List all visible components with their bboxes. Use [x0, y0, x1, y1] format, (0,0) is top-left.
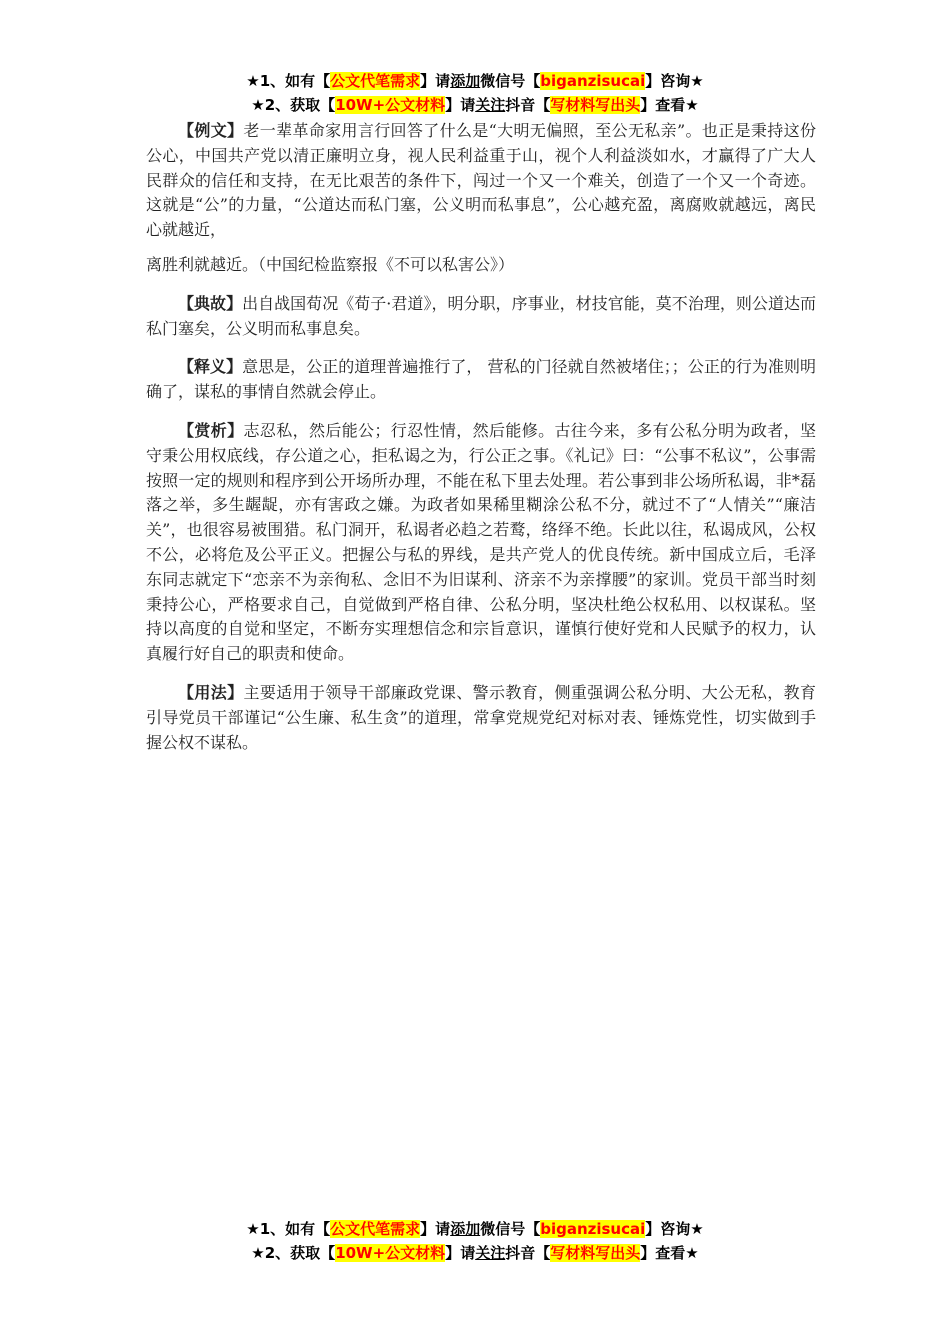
allusion-paragraph: 【典故】出自战国荀况《荀子·君道》，明分职，序事业，材技官能，莫不治理，则公道达而私门塞矣，公义明而私事息矣。 — [146, 293, 816, 338]
highlight-wechat-id: biganzisucai — [540, 1220, 646, 1238]
highlight-douyin: 写材料写出头 — [550, 96, 641, 114]
section-tag-meaning: 【释义】 — [178, 357, 243, 377]
example-paragraph: 【例文】老一辈革命家用言行回答了什么是“大明无偏照，至公无私亲”。也正是秉持这份公心，中国共产党以清正廉明立身，视人民利益重于山，视个人利益淡如水，才赢得了广大人民群众的信任和支持，在无比艰苦的条件下，闯过一个又一个难关，创造了一个又一个奇迹。这就是“公”的力量，“公道达而私门塞，公义明而私事息”，公心越充盈，离腐败就越远，离民心就越近， 离胜利就越近。（中国纪检监察报《不可以私害公》） — [146, 121, 816, 274]
promo-line-2: ★2、获取【10W+公文材料】请关注抖音【写材料写出头】查看★ — [251, 1244, 699, 1262]
source-citation: （中国纪检监察报《不可以私害公》） — [258, 254, 515, 274]
meaning-paragraph: 【释义】意思是，公正的道理普遍推行了， 营私的门径就自然被堵住；；公正的行为准则明确了，谋私的事情自然就会停止。 — [146, 357, 816, 402]
section-tag-allusion: 【典故】 — [178, 293, 243, 313]
appreciation-paragraph: 【赏析】志忍私，然后能公；行忍性情，然后能修。古往今来，多有公私分明为政者，坚守秉公用权底线，存公道之心，拒私谒之为，行公正之事。《礼记》曰：“公事不私议”，公事需按照一定的规则和程序到公开场所办理，不能在私下里去处理。若公事到非公场所私谒，非*磊落之举，多生龌龊，亦有害政之嫌。为政者如果稀里糊涂公私不分，就过不了“人情关”“廉洁关”，也很容易被围猎。私门洞开，私谒者必趋之若鹜，络绎不绝。长此以往，私谒成风，公权不公，必将危及公平正义。把握公与私的界线，是共产党人的优良传统。新中国成立后，毛泽东同志就定下“恋亲不为亲徇私、念旧不为旧谋利、济亲不为亲撑腰”的家训。党员干部当时刻秉持公心，严格要求自己，自觉做到严格自律、公私分明，坚决杜绝公权私用、以权谋私。坚持以高度的自觉和坚定，不断夯实理想信念和宗旨意识，谨慎行使好党和人民赋予的权力，认真履行好自己的职责和使命。 — [146, 420, 816, 664]
section-tag-usage: 【用法】 — [178, 682, 244, 702]
usage-paragraph: 【用法】主要适用于领导干部廉政党课、警示教育，侧重强调公私分明、大公无私，教育引导党员干部谨记“公生廉、私生贪”的道理，常拿党规党纪对标对表、锤炼党性，切实做到手握公权不谋私。 — [146, 682, 816, 752]
promo-banner-top — [0, 69, 950, 117]
highlight-wechat-id: biganzisucai — [540, 72, 646, 90]
highlight-service: 公文代笔需求 — [330, 72, 421, 90]
article-body — [146, 119, 816, 755]
promo-line-1: ★1、如有【公文代笔需求】请添加微信号【biganzisucai】咨询★ — [246, 1220, 704, 1238]
highlight-materials: 10W+公文材料 — [335, 96, 446, 114]
highlight-materials: 10W+公文材料 — [335, 1244, 446, 1262]
highlight-douyin: 写材料写出头 — [550, 1244, 641, 1262]
promo-banner-bottom — [0, 1217, 950, 1265]
highlight-service: 公文代笔需求 — [330, 1220, 421, 1238]
promo-line-1: ★1、如有【公文代笔需求】请添加微信号【biganzisucai】咨询★ — [246, 72, 704, 90]
section-tag-appreciation: 【赏析】 — [178, 420, 244, 440]
promo-line-2: ★2、获取【10W+公文材料】请关注抖音【写材料写出头】查看★ — [251, 96, 699, 114]
section-tag-example: 【例文】 — [178, 121, 244, 140]
